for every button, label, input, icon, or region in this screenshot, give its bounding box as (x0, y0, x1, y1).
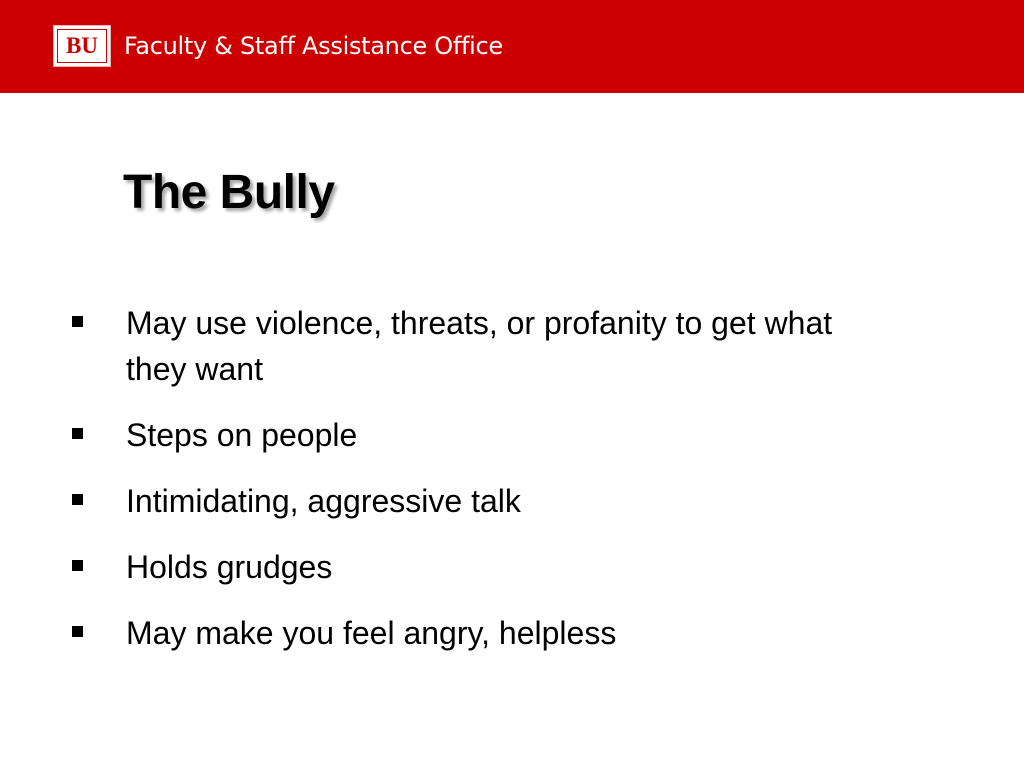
bullet-list (0, 300, 1024, 676)
slide-title: The Bully (123, 166, 335, 219)
bu-logo (53, 25, 111, 67)
header-bar (0, 0, 1024, 93)
bu-logo-text: BU (57, 29, 107, 63)
bullet-item (0, 610, 886, 656)
square-bullet-icon (72, 494, 83, 505)
bullet-item (0, 544, 886, 590)
bullet-item (0, 478, 886, 524)
square-bullet-icon (72, 316, 83, 327)
bullet-item (0, 412, 886, 458)
bullet-item (0, 300, 886, 392)
bullet-text: Intimidating, aggressive talk (126, 483, 521, 519)
square-bullet-icon (72, 428, 83, 439)
bullet-text: May make you feel angry, helpless (126, 615, 617, 651)
square-bullet-icon (72, 560, 83, 571)
square-bullet-icon (72, 626, 83, 637)
bullet-text: Holds grudges (126, 549, 333, 585)
bullet-text: Steps on people (126, 417, 358, 453)
office-name: Faculty & Staff Assistance Office (124, 32, 503, 60)
bullet-text: May use violence, threats, or profanity to get what they want (126, 305, 833, 387)
